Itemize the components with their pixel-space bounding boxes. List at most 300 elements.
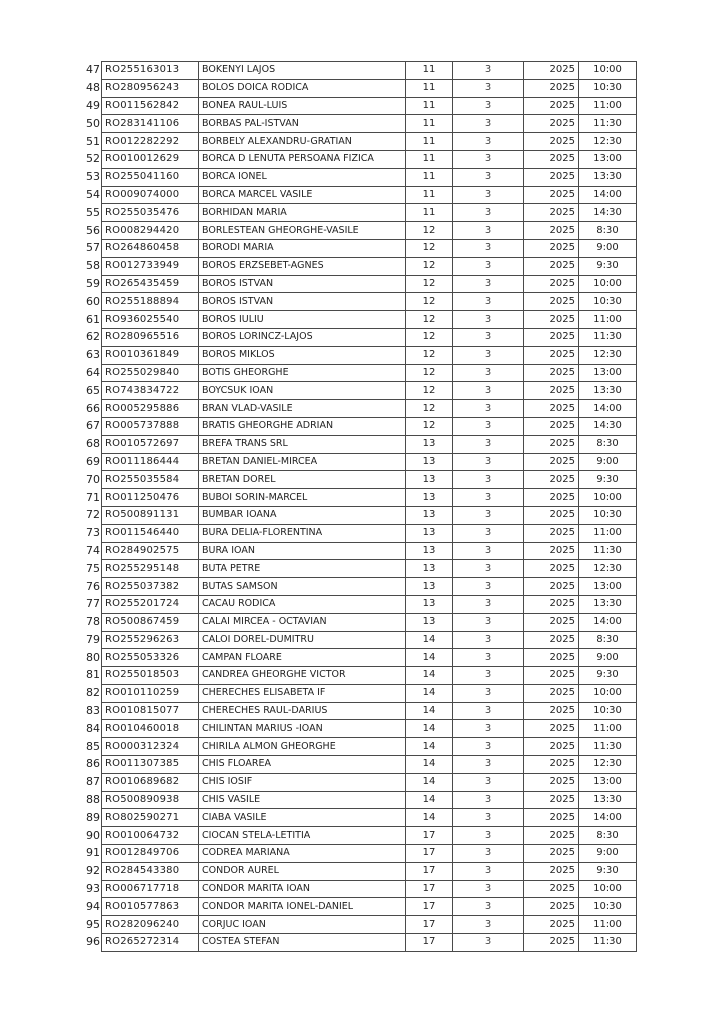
table-row bbox=[86, 845, 637, 863]
taxpayer-name-cell: CHIS FLOAREA bbox=[199, 756, 406, 774]
fiscal-code-cell: RO264860458 bbox=[102, 239, 199, 257]
time-cell: 11:00 bbox=[579, 97, 637, 115]
month-cell: 3 bbox=[453, 382, 524, 400]
row-number: 61 bbox=[86, 312, 100, 326]
taxpayer-name-cell: COSTEA STEFAN bbox=[199, 934, 406, 952]
day-cell: 12 bbox=[406, 417, 453, 435]
time-cell: 10:00 bbox=[579, 880, 637, 898]
fiscal-code-cell: RO255029840 bbox=[102, 364, 199, 382]
month-cell: 3 bbox=[453, 862, 524, 880]
row-number: 85 bbox=[86, 739, 100, 753]
year-cell: 2025 bbox=[524, 150, 579, 168]
time-cell: 8:30 bbox=[579, 631, 637, 649]
table-row bbox=[86, 293, 637, 311]
table-row bbox=[86, 898, 637, 916]
fiscal-code-cell: RO006717718 bbox=[102, 880, 199, 898]
taxpayer-name-cell: CHERECHES RAUL-DARIUS bbox=[199, 702, 406, 720]
row-number: 55 bbox=[86, 205, 100, 219]
taxpayer-name-cell: BREFA TRANS SRL bbox=[199, 435, 406, 453]
time-cell: 13:30 bbox=[579, 168, 637, 186]
year-cell: 2025 bbox=[524, 862, 579, 880]
fiscal-code-cell: RO011562842 bbox=[102, 97, 199, 115]
fiscal-code-cell: RO010572697 bbox=[102, 435, 199, 453]
year-cell: 2025 bbox=[524, 115, 579, 133]
year-cell: 2025 bbox=[524, 79, 579, 97]
year-cell: 2025 bbox=[524, 560, 579, 578]
year-cell: 2025 bbox=[524, 649, 579, 667]
month-cell: 3 bbox=[453, 595, 524, 613]
year-cell: 2025 bbox=[524, 667, 579, 685]
table-row bbox=[86, 382, 637, 400]
table-row bbox=[86, 880, 637, 898]
month-cell: 3 bbox=[453, 578, 524, 596]
row-number: 50 bbox=[86, 116, 100, 130]
fiscal-code-cell: RO005295886 bbox=[102, 400, 199, 418]
fiscal-code-cell: RO283141106 bbox=[102, 115, 199, 133]
day-cell: 12 bbox=[406, 328, 453, 346]
year-cell: 2025 bbox=[524, 293, 579, 311]
row-number: 58 bbox=[86, 259, 100, 273]
time-cell: 14:00 bbox=[579, 186, 637, 204]
month-cell: 3 bbox=[453, 364, 524, 382]
taxpayer-name-cell: BRAN VLAD-VASILE bbox=[199, 400, 406, 418]
taxpayer-name-cell: BRETAN DANIEL-MIRCEA bbox=[199, 453, 406, 471]
table-row bbox=[86, 150, 637, 168]
year-cell: 2025 bbox=[524, 702, 579, 720]
month-cell: 3 bbox=[453, 773, 524, 791]
time-cell: 11:30 bbox=[579, 115, 637, 133]
taxpayer-name-cell: CHERECHES ELISABETA IF bbox=[199, 684, 406, 702]
row-number: 71 bbox=[86, 490, 100, 504]
year-cell: 2025 bbox=[524, 275, 579, 293]
taxpayer-name-cell: CODREA MARIANA bbox=[199, 845, 406, 863]
month-cell: 3 bbox=[453, 791, 524, 809]
time-cell: 9:30 bbox=[579, 862, 637, 880]
table-row bbox=[86, 649, 637, 667]
year-cell: 2025 bbox=[524, 738, 579, 756]
day-cell: 12 bbox=[406, 346, 453, 364]
fiscal-code-cell: RO280965516 bbox=[102, 328, 199, 346]
month-cell: 3 bbox=[453, 880, 524, 898]
month-cell: 3 bbox=[453, 649, 524, 667]
fiscal-code-cell: RO012733949 bbox=[102, 257, 199, 275]
day-cell: 17 bbox=[406, 880, 453, 898]
year-cell: 2025 bbox=[524, 613, 579, 631]
time-cell: 14:00 bbox=[579, 613, 637, 631]
table-row bbox=[86, 560, 637, 578]
fiscal-code-cell: RO255035584 bbox=[102, 471, 199, 489]
taxpayer-name-cell: CAMPAN FLOARE bbox=[199, 649, 406, 667]
table-row bbox=[86, 613, 637, 631]
day-cell: 11 bbox=[406, 133, 453, 151]
year-cell: 2025 bbox=[524, 133, 579, 151]
day-cell: 11 bbox=[406, 62, 453, 80]
taxpayer-name-cell: BORHIDAN MARIA bbox=[199, 204, 406, 222]
time-cell: 12:30 bbox=[579, 133, 637, 151]
day-cell: 11 bbox=[406, 204, 453, 222]
time-cell: 13:00 bbox=[579, 773, 637, 791]
month-cell: 3 bbox=[453, 542, 524, 560]
month-cell: 3 bbox=[453, 934, 524, 952]
day-cell: 14 bbox=[406, 649, 453, 667]
row-number: 70 bbox=[86, 472, 100, 486]
fiscal-code-cell: RO743834722 bbox=[102, 382, 199, 400]
row-number: 65 bbox=[86, 383, 100, 397]
row-number: 77 bbox=[86, 597, 100, 611]
taxpayer-name-cell: BURA IOAN bbox=[199, 542, 406, 560]
row-number: 69 bbox=[86, 454, 100, 468]
month-cell: 3 bbox=[453, 62, 524, 80]
year-cell: 2025 bbox=[524, 417, 579, 435]
day-cell: 14 bbox=[406, 702, 453, 720]
table-row bbox=[86, 346, 637, 364]
row-number: 76 bbox=[86, 579, 100, 593]
day-cell: 11 bbox=[406, 150, 453, 168]
day-cell: 12 bbox=[406, 275, 453, 293]
year-cell: 2025 bbox=[524, 827, 579, 845]
fiscal-code-cell: RO255053326 bbox=[102, 649, 199, 667]
year-cell: 2025 bbox=[524, 898, 579, 916]
time-cell: 10:00 bbox=[579, 62, 637, 80]
month-cell: 3 bbox=[453, 79, 524, 97]
fiscal-code-cell: RO802590271 bbox=[102, 809, 199, 827]
day-cell: 17 bbox=[406, 916, 453, 934]
row-number: 95 bbox=[86, 917, 100, 931]
time-cell: 14:00 bbox=[579, 400, 637, 418]
time-cell: 10:30 bbox=[579, 79, 637, 97]
row-number: 83 bbox=[86, 704, 100, 718]
year-cell: 2025 bbox=[524, 239, 579, 257]
row-number: 94 bbox=[86, 899, 100, 913]
row-number: 75 bbox=[86, 561, 100, 575]
time-cell: 9:00 bbox=[579, 239, 637, 257]
time-cell: 14:30 bbox=[579, 417, 637, 435]
day-cell: 14 bbox=[406, 738, 453, 756]
year-cell: 2025 bbox=[524, 684, 579, 702]
year-cell: 2025 bbox=[524, 453, 579, 471]
month-cell: 3 bbox=[453, 453, 524, 471]
day-cell: 17 bbox=[406, 845, 453, 863]
day-cell: 14 bbox=[406, 809, 453, 827]
taxpayer-name-cell: CANDREA GHEORGHE VICTOR bbox=[199, 667, 406, 685]
row-number: 66 bbox=[86, 401, 100, 415]
table-row bbox=[86, 934, 637, 952]
taxpayer-name-cell: CONDOR MARITA IONEL-DANIEL bbox=[199, 898, 406, 916]
fiscal-code-cell: RO010815077 bbox=[102, 702, 199, 720]
fiscal-code-cell: RO255163013 bbox=[102, 62, 199, 80]
row-number: 88 bbox=[86, 793, 100, 807]
row-number: 56 bbox=[86, 223, 100, 237]
table-row bbox=[86, 133, 637, 151]
table-row bbox=[86, 578, 637, 596]
day-cell: 13 bbox=[406, 578, 453, 596]
month-cell: 3 bbox=[453, 239, 524, 257]
row-number: 74 bbox=[86, 543, 100, 557]
taxpayer-name-cell: CHILINTAN MARIUS -IOAN bbox=[199, 720, 406, 738]
taxpayer-name-cell: BUTA PETRE bbox=[199, 560, 406, 578]
day-cell: 17 bbox=[406, 827, 453, 845]
row-number: 68 bbox=[86, 437, 100, 451]
month-cell: 3 bbox=[453, 417, 524, 435]
taxpayer-name-cell: BOROS ERZSEBET-AGNES bbox=[199, 257, 406, 275]
taxpayer-name-cell: CIOCAN STELA-LETITIA bbox=[199, 827, 406, 845]
taxpayer-name-cell: CIABA VASILE bbox=[199, 809, 406, 827]
taxpayer-name-cell: BORCA D LENUTA PERSOANA FIZICA bbox=[199, 150, 406, 168]
row-number: 48 bbox=[86, 81, 100, 95]
table-row bbox=[86, 862, 637, 880]
fiscal-code-cell: RO280956243 bbox=[102, 79, 199, 97]
month-cell: 3 bbox=[453, 613, 524, 631]
taxpayer-name-cell: CHIS VASILE bbox=[199, 791, 406, 809]
taxpayer-name-cell: CONDOR MARITA IOAN bbox=[199, 880, 406, 898]
month-cell: 3 bbox=[453, 328, 524, 346]
day-cell: 13 bbox=[406, 489, 453, 507]
table-row bbox=[86, 720, 637, 738]
table-row bbox=[86, 667, 637, 685]
month-cell: 3 bbox=[453, 560, 524, 578]
table-row bbox=[86, 62, 637, 80]
row-number: 84 bbox=[86, 721, 100, 735]
year-cell: 2025 bbox=[524, 809, 579, 827]
month-cell: 3 bbox=[453, 150, 524, 168]
table-row bbox=[86, 916, 637, 934]
table-row bbox=[86, 773, 637, 791]
time-cell: 10:30 bbox=[579, 506, 637, 524]
day-cell: 11 bbox=[406, 186, 453, 204]
month-cell: 3 bbox=[453, 524, 524, 542]
month-cell: 3 bbox=[453, 702, 524, 720]
table-row bbox=[86, 186, 637, 204]
day-cell: 12 bbox=[406, 382, 453, 400]
table-row bbox=[86, 400, 637, 418]
fiscal-code-cell: RO255201724 bbox=[102, 595, 199, 613]
year-cell: 2025 bbox=[524, 631, 579, 649]
year-cell: 2025 bbox=[524, 222, 579, 240]
month-cell: 3 bbox=[453, 168, 524, 186]
fiscal-code-cell: RO500891131 bbox=[102, 506, 199, 524]
taxpayer-name-cell: BOROS ISTVAN bbox=[199, 293, 406, 311]
row-number: 57 bbox=[86, 241, 100, 255]
taxpayer-name-cell: BOROS ISTVAN bbox=[199, 275, 406, 293]
time-cell: 13:30 bbox=[579, 382, 637, 400]
fiscal-code-cell: RO255295148 bbox=[102, 560, 199, 578]
month-cell: 3 bbox=[453, 489, 524, 507]
table-row bbox=[86, 595, 637, 613]
month-cell: 3 bbox=[453, 293, 524, 311]
time-cell: 14:30 bbox=[579, 204, 637, 222]
row-number: 62 bbox=[86, 330, 100, 344]
row-number: 54 bbox=[86, 187, 100, 201]
fiscal-code-cell: RO255037382 bbox=[102, 578, 199, 596]
row-number: 96 bbox=[86, 935, 100, 949]
fiscal-code-cell: RO010689682 bbox=[102, 773, 199, 791]
month-cell: 3 bbox=[453, 275, 524, 293]
row-number: 73 bbox=[86, 526, 100, 540]
month-cell: 3 bbox=[453, 204, 524, 222]
year-cell: 2025 bbox=[524, 364, 579, 382]
table-row bbox=[86, 809, 637, 827]
fiscal-code-cell: RO010577863 bbox=[102, 898, 199, 916]
time-cell: 11:00 bbox=[579, 311, 637, 329]
time-cell: 9:30 bbox=[579, 257, 637, 275]
month-cell: 3 bbox=[453, 667, 524, 685]
table-row bbox=[86, 311, 637, 329]
row-number: 53 bbox=[86, 170, 100, 184]
time-cell: 13:00 bbox=[579, 364, 637, 382]
taxpayer-name-cell: CALAI MIRCEA - OCTAVIAN bbox=[199, 613, 406, 631]
month-cell: 3 bbox=[453, 97, 524, 115]
table-row bbox=[86, 328, 637, 346]
table-row bbox=[86, 417, 637, 435]
fiscal-code-cell: RO282096240 bbox=[102, 916, 199, 934]
month-cell: 3 bbox=[453, 311, 524, 329]
day-cell: 17 bbox=[406, 862, 453, 880]
day-cell: 14 bbox=[406, 773, 453, 791]
table-row bbox=[86, 239, 637, 257]
taxpayer-name-cell: CALOI DOREL-DUMITRU bbox=[199, 631, 406, 649]
row-number: 60 bbox=[86, 294, 100, 308]
fiscal-code-cell: RO010110259 bbox=[102, 684, 199, 702]
time-cell: 13:30 bbox=[579, 791, 637, 809]
row-number: 90 bbox=[86, 828, 100, 842]
time-cell: 11:00 bbox=[579, 720, 637, 738]
fiscal-code-cell: RO011307385 bbox=[102, 756, 199, 774]
row-number: 67 bbox=[86, 419, 100, 433]
day-cell: 13 bbox=[406, 613, 453, 631]
row-number: 81 bbox=[86, 668, 100, 682]
fiscal-code-cell: RO936025540 bbox=[102, 311, 199, 329]
fiscal-code-cell: RO284543380 bbox=[102, 862, 199, 880]
table-row bbox=[86, 115, 637, 133]
month-cell: 3 bbox=[453, 720, 524, 738]
row-number: 80 bbox=[86, 650, 100, 664]
fiscal-code-cell: RO255188894 bbox=[102, 293, 199, 311]
year-cell: 2025 bbox=[524, 489, 579, 507]
year-cell: 2025 bbox=[524, 524, 579, 542]
taxpayer-name-cell: BORCA MARCEL VASILE bbox=[199, 186, 406, 204]
row-number: 87 bbox=[86, 775, 100, 789]
day-cell: 14 bbox=[406, 684, 453, 702]
time-cell: 13:00 bbox=[579, 578, 637, 596]
year-cell: 2025 bbox=[524, 62, 579, 80]
taxpayer-name-cell: BORBELY ALEXANDRU-GRATIAN bbox=[199, 133, 406, 151]
time-cell: 10:00 bbox=[579, 275, 637, 293]
time-cell: 12:30 bbox=[579, 756, 637, 774]
table-row bbox=[86, 453, 637, 471]
row-number: 51 bbox=[86, 134, 100, 148]
taxpayer-name-cell: BOLOS DOICA RODICA bbox=[199, 79, 406, 97]
fiscal-code-cell: RO012849706 bbox=[102, 845, 199, 863]
fiscal-code-cell: RO011186444 bbox=[102, 453, 199, 471]
table-row bbox=[86, 738, 637, 756]
day-cell: 14 bbox=[406, 720, 453, 738]
table-row bbox=[86, 542, 637, 560]
day-cell: 11 bbox=[406, 97, 453, 115]
fiscal-code-cell: RO010460018 bbox=[102, 720, 199, 738]
time-cell: 9:00 bbox=[579, 453, 637, 471]
taxpayer-name-cell: BORBAS PAL-ISTVAN bbox=[199, 115, 406, 133]
schedule-table bbox=[86, 61, 637, 952]
month-cell: 3 bbox=[453, 738, 524, 756]
year-cell: 2025 bbox=[524, 97, 579, 115]
row-number: 72 bbox=[86, 508, 100, 522]
table-row bbox=[86, 631, 637, 649]
day-cell: 13 bbox=[406, 595, 453, 613]
month-cell: 3 bbox=[453, 257, 524, 275]
fiscal-code-cell: RO255296263 bbox=[102, 631, 199, 649]
table-row bbox=[86, 756, 637, 774]
year-cell: 2025 bbox=[524, 880, 579, 898]
day-cell: 13 bbox=[406, 560, 453, 578]
day-cell: 13 bbox=[406, 471, 453, 489]
day-cell: 12 bbox=[406, 400, 453, 418]
time-cell: 11:00 bbox=[579, 524, 637, 542]
row-number: 59 bbox=[86, 276, 100, 290]
taxpayer-name-cell: BOTIS GHEORGHE bbox=[199, 364, 406, 382]
fiscal-code-cell: RO010064732 bbox=[102, 827, 199, 845]
taxpayer-name-cell: BOROS MIKLOS bbox=[199, 346, 406, 364]
time-cell: 12:30 bbox=[579, 346, 637, 364]
month-cell: 3 bbox=[453, 186, 524, 204]
fiscal-code-cell: RO265435459 bbox=[102, 275, 199, 293]
day-cell: 11 bbox=[406, 79, 453, 97]
row-number: 91 bbox=[86, 846, 100, 860]
taxpayer-name-cell: BORCA IONEL bbox=[199, 168, 406, 186]
year-cell: 2025 bbox=[524, 542, 579, 560]
year-cell: 2025 bbox=[524, 578, 579, 596]
year-cell: 2025 bbox=[524, 346, 579, 364]
day-cell: 12 bbox=[406, 364, 453, 382]
table-row bbox=[86, 471, 637, 489]
year-cell: 2025 bbox=[524, 257, 579, 275]
time-cell: 10:30 bbox=[579, 898, 637, 916]
fiscal-code-cell: RO500890938 bbox=[102, 791, 199, 809]
time-cell: 13:30 bbox=[579, 595, 637, 613]
taxpayer-name-cell: CHIS IOSIF bbox=[199, 773, 406, 791]
taxpayer-name-cell: BUTAS SAMSON bbox=[199, 578, 406, 596]
fiscal-code-cell: RO255018503 bbox=[102, 667, 199, 685]
taxpayer-name-cell: BOKENYI LAJOS bbox=[199, 62, 406, 80]
month-cell: 3 bbox=[453, 222, 524, 240]
year-cell: 2025 bbox=[524, 186, 579, 204]
month-cell: 3 bbox=[453, 506, 524, 524]
year-cell: 2025 bbox=[524, 773, 579, 791]
day-cell: 13 bbox=[406, 435, 453, 453]
fiscal-code-cell: RO255041160 bbox=[102, 168, 199, 186]
month-cell: 3 bbox=[453, 827, 524, 845]
month-cell: 3 bbox=[453, 133, 524, 151]
month-cell: 3 bbox=[453, 916, 524, 934]
fiscal-code-cell: RO000312324 bbox=[102, 738, 199, 756]
day-cell: 14 bbox=[406, 667, 453, 685]
table-row bbox=[86, 489, 637, 507]
year-cell: 2025 bbox=[524, 916, 579, 934]
fiscal-code-cell: RO011250476 bbox=[102, 489, 199, 507]
time-cell: 8:30 bbox=[579, 827, 637, 845]
year-cell: 2025 bbox=[524, 400, 579, 418]
month-cell: 3 bbox=[453, 756, 524, 774]
row-number: 82 bbox=[86, 686, 100, 700]
taxpayer-name-cell: CHIRILA ALMON GHEORGHE bbox=[199, 738, 406, 756]
year-cell: 2025 bbox=[524, 168, 579, 186]
time-cell: 14:00 bbox=[579, 809, 637, 827]
taxpayer-name-cell: BUMBAR IOANA bbox=[199, 506, 406, 524]
month-cell: 3 bbox=[453, 631, 524, 649]
fiscal-code-cell: RO255035476 bbox=[102, 204, 199, 222]
day-cell: 12 bbox=[406, 222, 453, 240]
table-row bbox=[86, 364, 637, 382]
table-row bbox=[86, 506, 637, 524]
